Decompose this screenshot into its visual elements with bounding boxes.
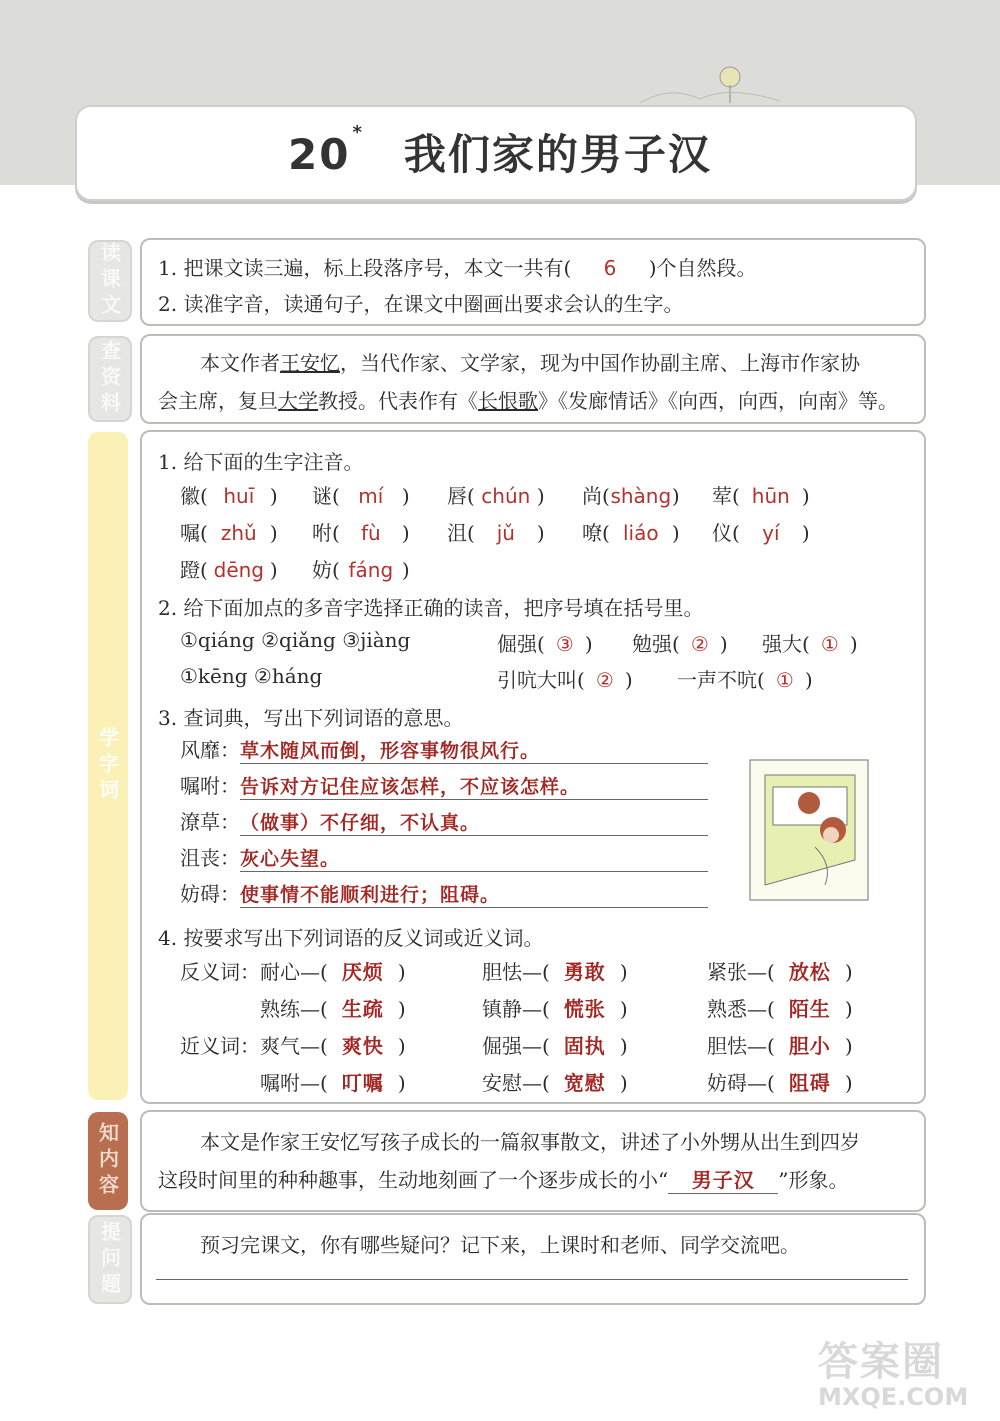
q2-item: 倔强( ③ )	[497, 632, 593, 656]
ant-item: 胆怯—( 勇敢 )	[482, 960, 628, 984]
read-q1: 1. 把课文读三遍，标上段落序号，本文一共有( 6 )个自然段。	[158, 256, 757, 280]
ant-item: 镇静—( 慌张 )	[482, 997, 628, 1021]
ant-item: 熟悉—( 陌生 )	[707, 997, 853, 1021]
pinyin-item: 嘹( liáo )	[582, 521, 680, 545]
definition-row: 潦草：（做事）不仔细，不认真。	[180, 806, 708, 836]
ask-line1: 预习完课文，你有哪些疑问？记下来，上课时和老师、同学交流吧。	[200, 1233, 800, 1257]
q2-item: 一声不吭( ① )	[677, 668, 813, 692]
pinyin-item: 嘱( zhǔ )	[180, 521, 278, 545]
tab-know: 知内容	[88, 1112, 128, 1210]
syn-item: 嘱咐—( 叮嘱 )	[260, 1071, 406, 1095]
ant-item: 熟练—( 生疏 )	[260, 997, 406, 1021]
panel-read	[140, 238, 926, 326]
panel-info	[140, 334, 926, 424]
boy-illustration	[745, 755, 875, 905]
ant-item: 反义词：耐心—( 厌烦 )	[180, 960, 406, 984]
syn-item: 倔强—( 固执 )	[482, 1034, 628, 1058]
panel-know	[140, 1110, 926, 1212]
ant-item: 紧张—( 放松 )	[707, 960, 853, 984]
watermark: 答案圈 MXQE.COM	[818, 1339, 969, 1411]
study-q4: 4. 按要求写出下列词语的反义词或近义词。	[158, 926, 544, 950]
syn-item: 近义词：爽气—( 爽快 )	[180, 1034, 406, 1058]
pinyin-item: 谜( mí )	[312, 484, 410, 508]
pinyin-item: 沮( jǔ )	[447, 521, 545, 545]
q2-item: 强大( ① )	[762, 632, 858, 656]
page-title: 20 * 我们家的男子汉	[288, 122, 712, 179]
pinyin-item: 蹬( dēng )	[180, 558, 278, 582]
definition-row: 风靡：草木随风而倒，形容事物很风行。	[180, 734, 708, 764]
study-q1: 1. 给下面的生字注音。	[158, 450, 364, 474]
tab-info: 查资料	[88, 336, 132, 422]
know-line2: 这段时间里的种种趣事，生动地刻画了一个逐步成长的小“ 男子汉 ”形象。	[158, 1164, 848, 1194]
tab-study: 学字词	[88, 432, 128, 1100]
pinyin-item: 荤( hūn )	[712, 484, 810, 508]
q2-item: 引吭大叫( ② )	[497, 668, 633, 692]
q2-options-1: ①qiáng ②qiǎng ③jiàng	[180, 628, 411, 652]
panel-ask	[140, 1213, 926, 1305]
tab-read: 读课文	[88, 240, 132, 322]
definition-row: 沮丧：灰心失望。	[180, 842, 708, 872]
info-line1: 本文作者王安忆，当代作家、文学家，现为中国作协副主席、上海市作家协	[200, 351, 860, 375]
tree-decoration-icon	[640, 55, 780, 105]
pinyin-item: 仪( yí )	[712, 521, 810, 545]
syn-item: 胆怯—( 胆小 )	[707, 1034, 853, 1058]
syn-item: 妨碍—( 阻碍 )	[707, 1071, 853, 1095]
pinyin-item: 妨( fáng )	[312, 558, 410, 582]
know-line1: 本文是作家王安忆写孩子成长的一篇叙事散文，讲述了小外甥从出生到四岁	[200, 1130, 860, 1154]
q2-options-2: ①kēng ②háng	[180, 664, 323, 688]
read-q2: 2. 读准字音，读通句子，在课文中圈画出要求会认的生字。	[158, 292, 684, 316]
q2-item: 勉强( ② )	[632, 632, 728, 656]
ask-answer-line[interactable]	[156, 1279, 908, 1280]
tab-ask: 提问题	[88, 1215, 132, 1304]
pinyin-item: 徽( huī )	[180, 484, 278, 508]
pinyin-item: 尚(shàng)	[582, 484, 680, 508]
definition-row: 嘱咐：告诉对方记住应该怎样，不应该怎样。	[180, 770, 708, 800]
info-line2: 会主席，复旦大学教授。代表作有《长恨歌》《发廊情话》《向西，向西，向南》等。	[158, 389, 898, 413]
study-q3: 3. 查词典，写出下列词语的意思。	[158, 706, 464, 730]
syn-item: 安慰—( 宽慰 )	[482, 1071, 628, 1095]
pinyin-item: 唇( chún )	[447, 484, 545, 508]
study-q2: 2. 给下面加点的多音字选择正确的读音，把序号填在括号里。	[158, 596, 704, 620]
definition-row: 妨碍：使事情不能顺利进行；阻碍。	[180, 878, 708, 908]
pinyin-item: 咐( fù )	[312, 521, 410, 545]
